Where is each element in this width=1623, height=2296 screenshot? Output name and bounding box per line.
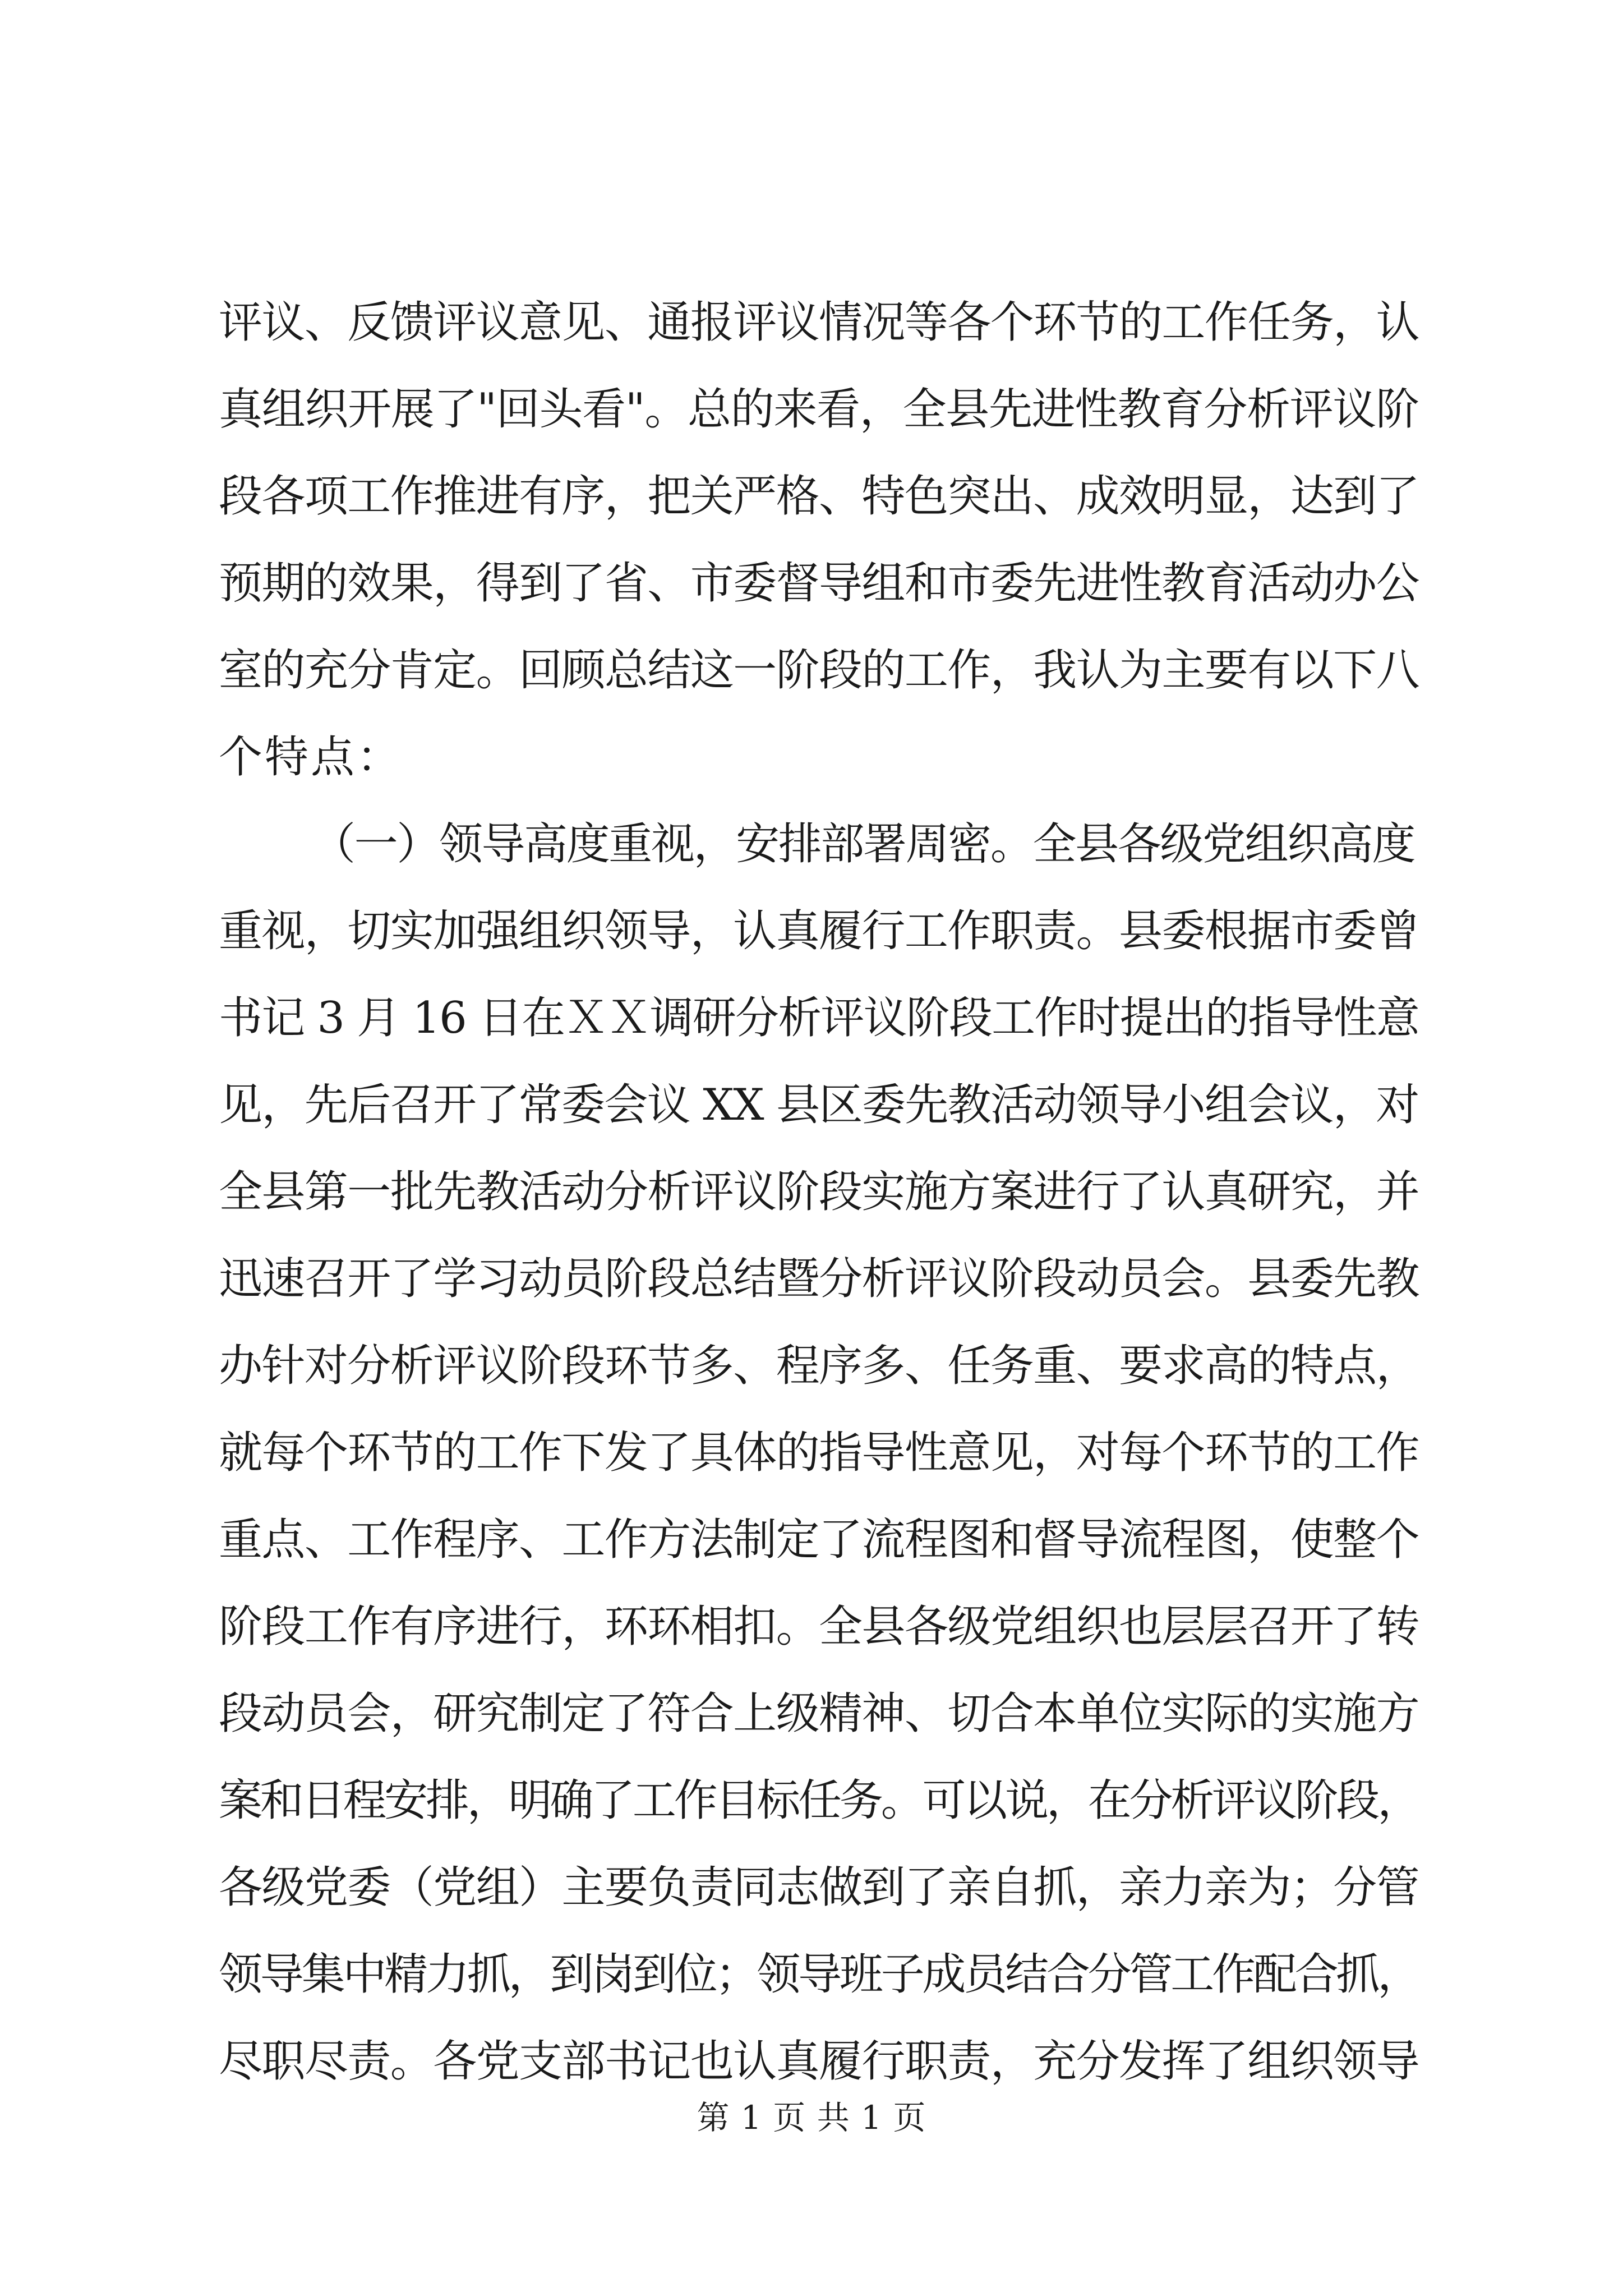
- body-line: 领导集中精力抓，到岗到位；领导班子成员结合分管工作配合抓，: [219, 1949, 1419, 2000]
- body-line: 段动员会，研究制定了符合上级精神、切合本单位实际的实施方: [219, 1688, 1419, 1739]
- body-line: 预期的效果，得到了省、市委督导组和市委先进性教育活动办公: [219, 558, 1419, 609]
- body-line: 办针对分析评议阶段环节多、程序多、任务重、要求高的特点，: [219, 1341, 1419, 1391]
- body-line: 阶段工作有序进行，环环相扣。全县各级党组织也层层召开了转: [219, 1602, 1419, 1652]
- body-line: 尽职尽责。各党支部书记也认真履行职责，充分发挥了组织领导: [219, 2036, 1419, 2087]
- body-line: 段各项工作推进有序，把关严格、特色突出、成效明显，达到了: [219, 471, 1419, 522]
- body-line: 案和日程安排，明确了工作目标任务。可以说，在分析评议阶段，: [219, 1775, 1419, 1826]
- body-line: 评议、反馈评议意见、通报评议情况等各个环节的工作任务，认: [219, 297, 1419, 348]
- body-line: 重视，切实加强组织领导，认真履行工作职责。县委根据市委曾: [219, 906, 1419, 956]
- body-line: 全县第一批先教活动分析评议阶段实施方案进行了认真研究，并: [219, 1167, 1419, 1217]
- body-line: 真组织开展了"回头看"。总的来看，全县先进性教育分析评议阶: [219, 384, 1419, 435]
- body-line: 就每个环节的工作下发了具体的指导性意见，对每个环节的工作: [219, 1428, 1419, 1478]
- body-line: 见，先后召开了常委会议 XX 县区委先教活动领导小组会议，对: [219, 1080, 1419, 1130]
- body-line: 室的充分肯定。回顾总结这一阶段的工作，我认为主要有以下八: [219, 645, 1419, 696]
- paragraph-start-line: （一）领导高度重视，安排部署周密。全县各级党组织高度: [312, 819, 1415, 869]
- body-line: 重点、工作程序、工作方法制定了流程图和督导流程图，使整个: [219, 1515, 1419, 1565]
- body-line: 书记 3 月 16 日在ＸＸ调研分析评议阶段工作时提出的指导性意: [219, 993, 1419, 1043]
- page-footer: 第 1 页 共 1 页: [697, 2099, 926, 2137]
- body-line: 个特点：: [219, 732, 403, 783]
- body-line: 迅速召开了学习动员阶段总结暨分析评议阶段动员会。县委先教: [219, 1254, 1419, 1304]
- body-line: 各级党委（党组）主要负责同志做到了亲自抓，亲力亲为；分管: [219, 1862, 1419, 1913]
